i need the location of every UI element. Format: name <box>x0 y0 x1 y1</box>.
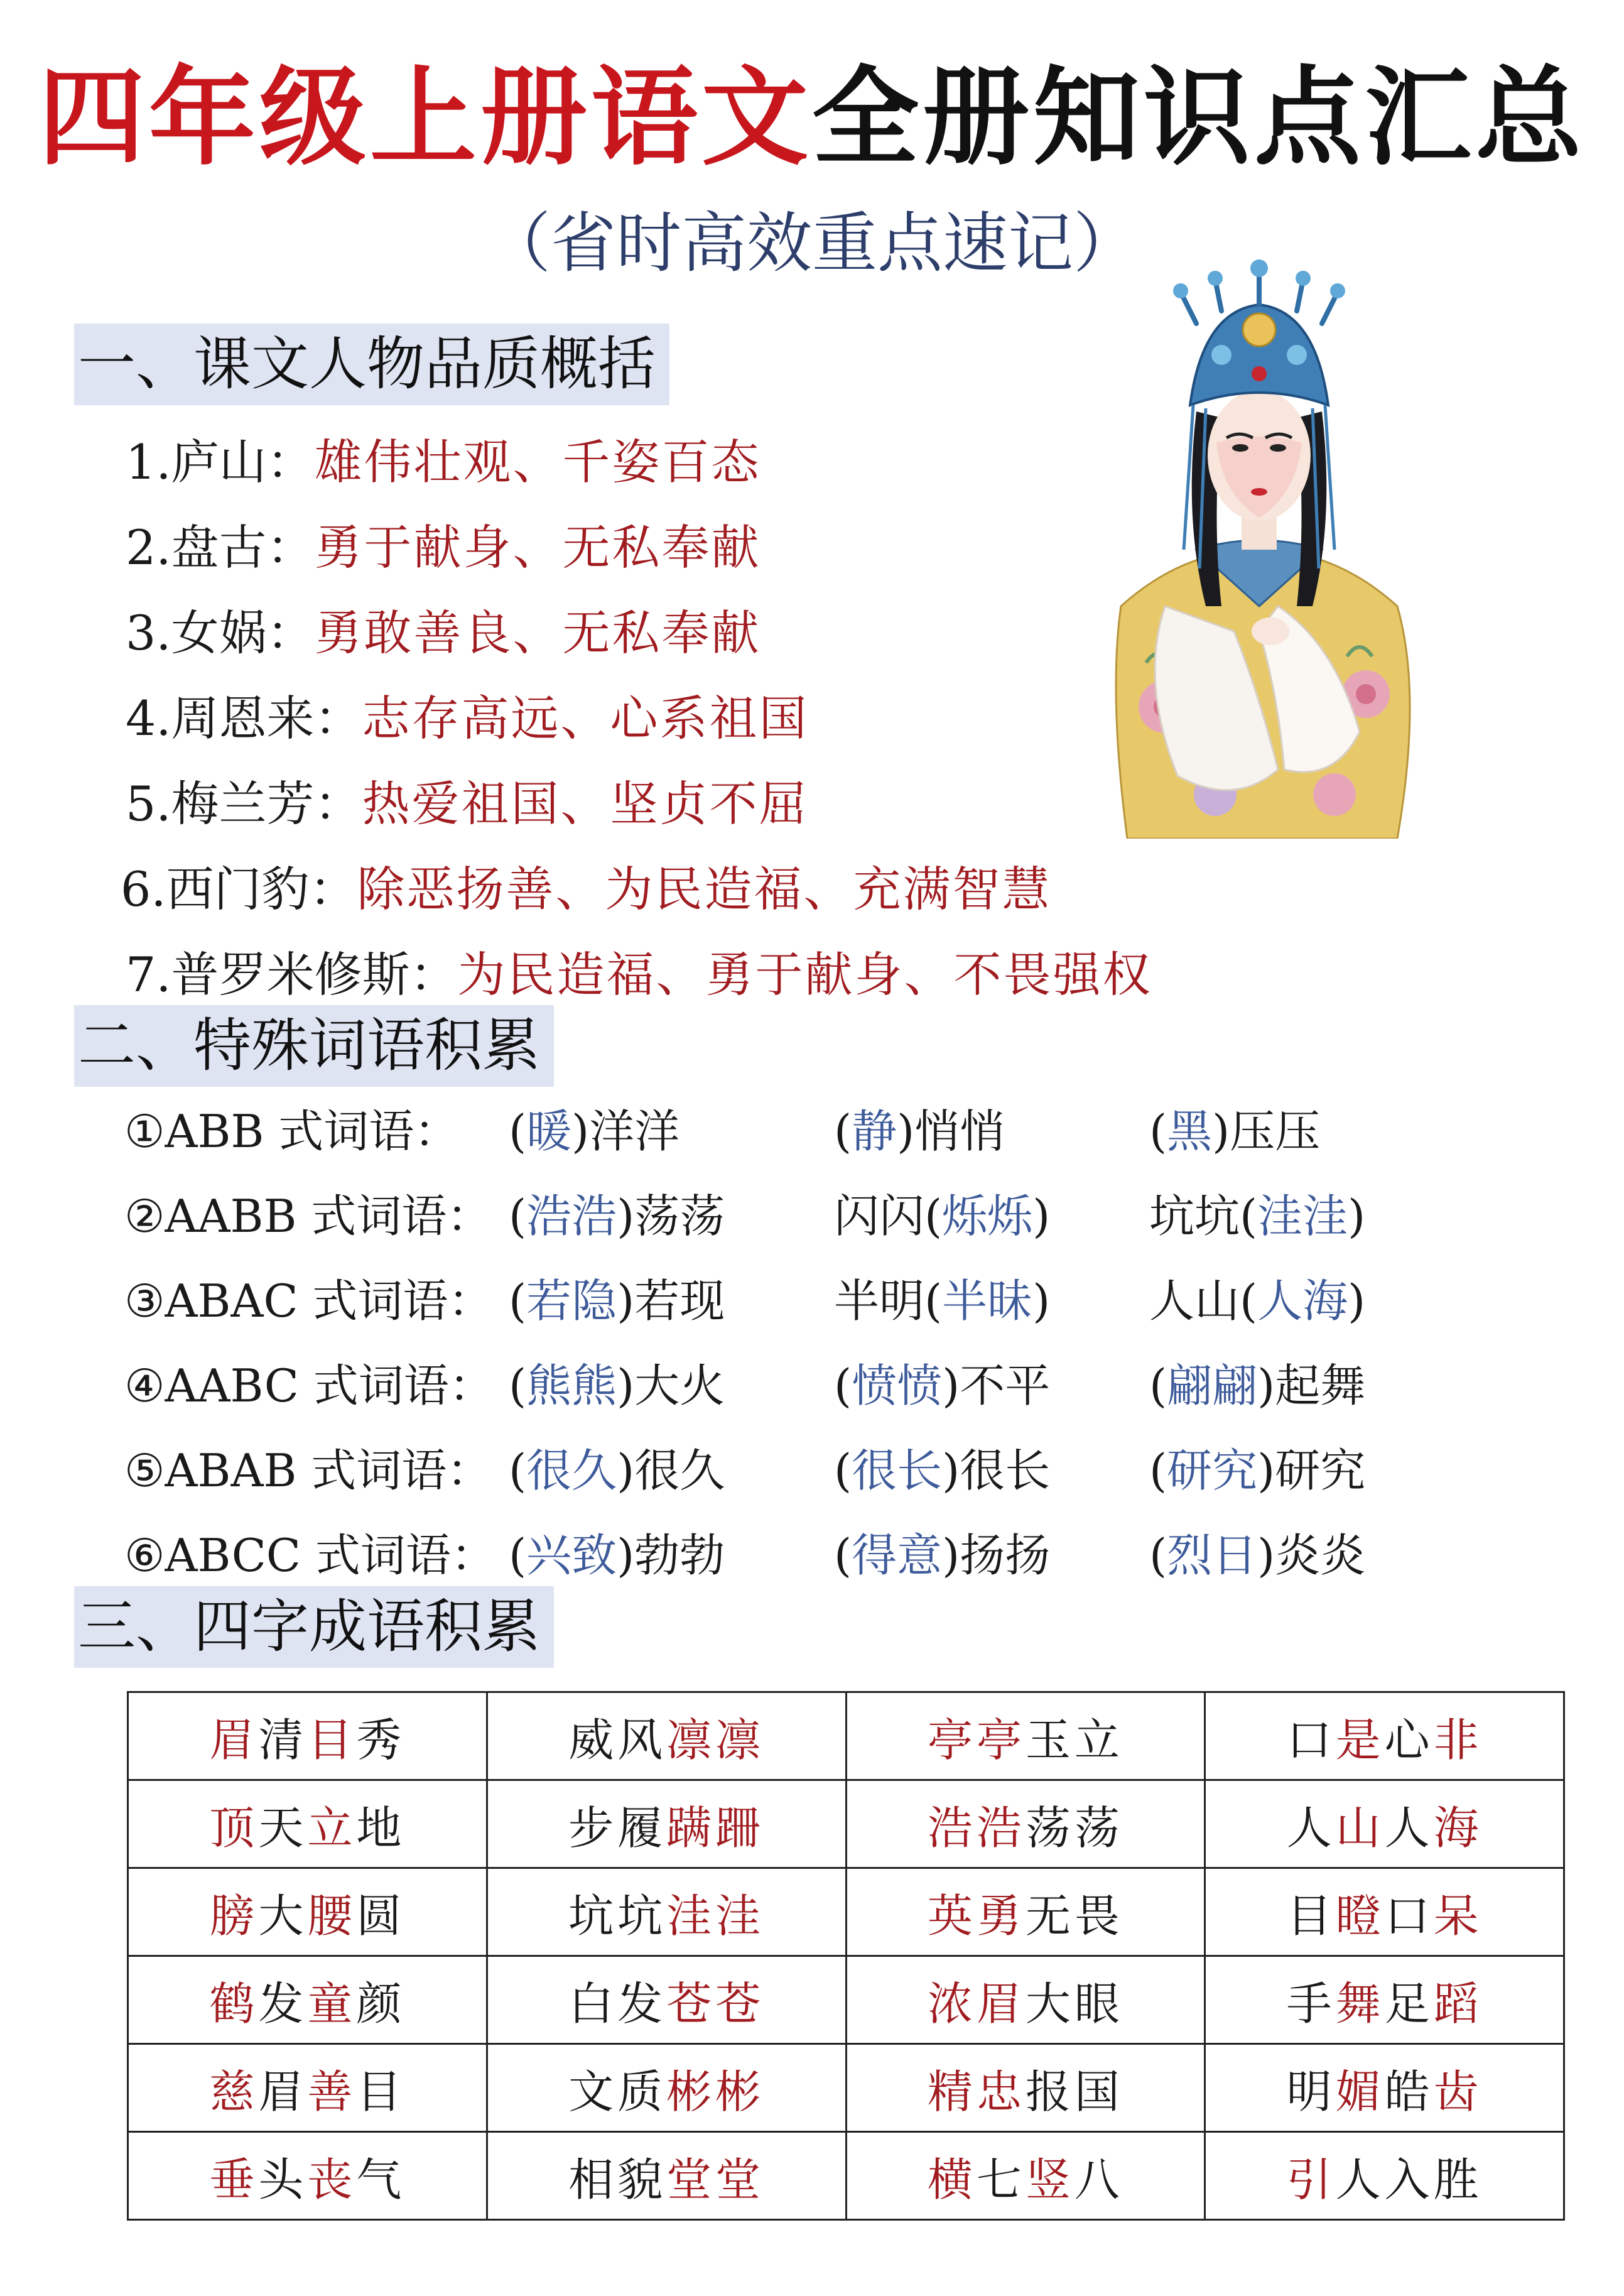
idiom-cell <box>1205 1692 1564 1780</box>
idiom-char: 步 <box>568 1801 618 1854</box>
idiom-char: 荡 <box>1025 1801 1075 1854</box>
word-pattern-label: ③ABAC 式词语： <box>124 1275 494 1327</box>
idiom-table-row <box>128 1780 1564 1868</box>
idiom-char: 膀 <box>209 1889 259 1942</box>
title-red-part: 四年级上册语文 <box>38 56 812 180</box>
word-pattern-label: ⑥ABCC 式词语： <box>124 1529 496 1582</box>
idiom-char: 眉 <box>258 2065 308 2118</box>
quality-item-name: 5.梅兰芳： <box>126 776 362 832</box>
idiom-char: 是 <box>1335 1713 1385 1766</box>
idiom-char: 清 <box>258 1713 308 1766</box>
idiom-char: 天 <box>258 1801 308 1854</box>
idiom-cell <box>1205 1780 1564 1868</box>
idiom-cell <box>1205 1956 1564 2044</box>
idiom-char: 浓 <box>927 1977 977 2030</box>
idiom-char: 苍 <box>666 1977 716 2030</box>
idiom-char: 国 <box>1074 2065 1123 2118</box>
section-heading-special-words: 二、特殊词语积累 <box>74 1005 554 1087</box>
idiom-char: 眼 <box>1074 1977 1123 2030</box>
quality-item <box>126 605 761 661</box>
idiom-char: 瞪 <box>1335 1889 1385 1942</box>
idiom-cell <box>1205 1868 1564 1956</box>
word-item: (很久)很久 <box>509 1444 725 1497</box>
idiom-char: 堂 <box>666 2153 716 2206</box>
idiom-char: 地 <box>356 1801 406 1854</box>
idiom-char: 凛 <box>715 1713 765 1766</box>
idiom-char: 非 <box>1433 1713 1483 1766</box>
idiom-char: 浩 <box>976 1801 1026 1854</box>
idiom-char: 腰 <box>307 1889 357 1942</box>
idiom-char: 目 <box>356 2065 406 2118</box>
idiom-char: 垂 <box>209 2153 259 2206</box>
idiom-char: 鹤 <box>209 1977 259 2030</box>
idiom-char: 立 <box>307 1801 357 1854</box>
idiom-char: 洼 <box>666 1889 716 1942</box>
idiom-char: 心 <box>1384 1713 1434 1766</box>
idiom-char: 口 <box>1384 1889 1434 1942</box>
idiom-char: 眉 <box>976 1977 1026 2030</box>
idiom-char: 足 <box>1384 1977 1434 2030</box>
idiom-char: 皓 <box>1384 2065 1434 2118</box>
idiom-char: 发 <box>258 1977 308 2030</box>
idiom-char: 坑 <box>617 1889 667 1942</box>
idiom-char: 文 <box>568 2065 618 2118</box>
idiom-cell <box>487 2132 846 2220</box>
idiom-char: 丧 <box>307 2153 357 2206</box>
idiom-cell <box>1205 2132 1564 2220</box>
idiom-char: 山 <box>1335 1801 1385 1854</box>
idiom-char: 勇 <box>976 1889 1026 1942</box>
quality-item-name: 6.西门豹： <box>121 861 357 917</box>
idiom-char: 大 <box>258 1889 308 1942</box>
idiom-char: 慈 <box>209 2065 259 2118</box>
idiom-char: 浩 <box>927 1801 977 1854</box>
idiom-cell <box>846 1692 1205 1780</box>
idiom-table-row <box>128 1868 1564 1956</box>
idiom-cell <box>487 1780 846 1868</box>
idiom-char: 英 <box>927 1889 977 1942</box>
idiom-char: 入 <box>1384 2153 1434 2206</box>
idiom-char: 秀 <box>356 1713 406 1766</box>
word-item: (翩翩)起舞 <box>1149 1359 1366 1412</box>
idiom-char: 媚 <box>1335 2065 1385 2118</box>
page-title <box>0 56 1624 180</box>
idiom-char: 无 <box>1025 1889 1075 1942</box>
idiom-char: 相 <box>568 2153 618 2206</box>
idiom-cell <box>128 1692 487 1780</box>
idiom-char: 履 <box>617 1801 667 1854</box>
page-subtitle: （省时高效重点速记） <box>485 205 1139 281</box>
idiom-char: 人 <box>1286 1801 1336 1854</box>
idiom-char: 目 <box>1286 1889 1336 1942</box>
idiom-char: 竖 <box>1025 2153 1075 2206</box>
word-item: (烈日)炎炎 <box>1149 1529 1366 1582</box>
idiom-char: 舞 <box>1335 1977 1385 2030</box>
quality-item-name: 1.庐山： <box>126 434 315 490</box>
quality-item <box>121 861 1052 917</box>
idiom-char: 胜 <box>1433 2153 1483 2206</box>
idiom-char: 坑 <box>568 1889 618 1942</box>
idiom-cell <box>128 1780 487 1868</box>
idiom-cell <box>128 2044 487 2132</box>
idiom-cell <box>846 1780 1205 1868</box>
quality-item-quality: 雄伟壮观、千姿百态 <box>314 434 761 490</box>
idiom-char: 精 <box>927 2065 977 2118</box>
idiom-char: 堂 <box>715 2153 765 2206</box>
quality-item <box>126 434 761 490</box>
quality-item-quality: 勇敢善良、无私奉献 <box>314 605 761 661</box>
idiom-char: 手 <box>1286 1977 1336 2030</box>
idiom-char: 顶 <box>209 1801 259 1854</box>
idiom-char: 彬 <box>715 2065 765 2118</box>
idiom-char: 呆 <box>1433 1889 1483 1942</box>
idiom-char: 横 <box>927 2153 977 2206</box>
quality-item-quality: 热爱祖国、坚贞不屈 <box>362 776 809 832</box>
word-item: 半明(半昧) <box>834 1275 1051 1327</box>
idiom-cell <box>846 1868 1205 1956</box>
word-item: (得意)扬扬 <box>834 1529 1051 1582</box>
idiom-table-row <box>128 2044 1564 2132</box>
idiom-table-row <box>128 2132 1564 2220</box>
idiom-char: 人 <box>1384 1801 1434 1854</box>
idiom-cell <box>1205 2044 1564 2132</box>
idiom-char: 彬 <box>666 2065 716 2118</box>
word-item: (若隐)若现 <box>509 1275 725 1327</box>
idiom-cell <box>487 1956 846 2044</box>
idiom-cell <box>846 2132 1205 2220</box>
word-item: (静)悄悄 <box>834 1105 1005 1158</box>
section-heading-character-qualities: 一、课文人物品质概括 <box>74 324 669 405</box>
idiom-table-row <box>128 1956 1564 2044</box>
idiom-char: 海 <box>1433 1801 1483 1854</box>
idiom-char: 立 <box>1074 1713 1123 1766</box>
idiom-char: 畏 <box>1074 1889 1123 1942</box>
peking-opera-figure-illustration <box>1071 254 1441 839</box>
idiom-char: 白 <box>568 1977 618 2030</box>
quality-item <box>126 690 809 746</box>
word-item: (浩浩)荡荡 <box>509 1190 725 1243</box>
idiom-char: 八 <box>1074 2153 1123 2206</box>
word-item: (愤愤)不平 <box>834 1359 1051 1412</box>
quality-item-quality: 勇于献身、无私奉献 <box>314 520 761 575</box>
idiom-char: 人 <box>1335 2153 1385 2206</box>
idiom-char: 明 <box>1286 2065 1336 2118</box>
idiom-char: 玉 <box>1025 1713 1075 1766</box>
idiom-cell <box>487 2044 846 2132</box>
idiom-cell <box>128 1868 487 1956</box>
idiom-table <box>127 1691 1565 2221</box>
word-pattern-label: ④AABC 式词语： <box>124 1359 494 1412</box>
quality-item-quality: 为民造福、勇于献身、不畏强权 <box>457 947 1152 1003</box>
idiom-char: 威 <box>568 1713 618 1766</box>
idiom-char: 貌 <box>617 2153 667 2206</box>
quality-item-name: 2.盘古： <box>126 520 315 575</box>
idiom-cell <box>846 2044 1205 2132</box>
idiom-cell <box>128 1956 487 2044</box>
idiom-char: 目 <box>307 1713 357 1766</box>
idiom-char: 报 <box>1025 2065 1075 2118</box>
quality-item-name: 4.周恩来： <box>126 690 362 746</box>
idiom-char: 善 <box>307 2065 357 2118</box>
title-black-part: 全册知识点汇总 <box>812 56 1586 180</box>
idiom-char: 气 <box>356 2153 406 2206</box>
word-item: 人山(人海) <box>1149 1275 1366 1327</box>
idiom-char: 发 <box>617 1977 667 2030</box>
idiom-char: 眉 <box>209 1713 259 1766</box>
idiom-char: 跚 <box>715 1801 765 1854</box>
word-item: (熊熊)大火 <box>509 1359 725 1412</box>
word-item: 坑坑(洼洼) <box>1149 1190 1366 1243</box>
idiom-cell <box>846 1956 1205 2044</box>
idiom-char: 七 <box>976 2153 1026 2206</box>
quality-item <box>126 947 1152 1003</box>
section-heading-idioms: 三、四字成语积累 <box>74 1586 554 1668</box>
quality-item-name: 3.女娲： <box>126 605 315 661</box>
idiom-char: 齿 <box>1433 2065 1483 2118</box>
idiom-char: 颜 <box>356 1977 406 2030</box>
word-item: (很长)很长 <box>834 1444 1051 1497</box>
word-pattern-label: ①ABB 式词语： <box>124 1105 460 1158</box>
idiom-char: 引 <box>1286 2153 1336 2206</box>
quality-item-quality: 志存高远、心系祖国 <box>362 690 809 746</box>
idiom-char: 亭 <box>976 1713 1026 1766</box>
idiom-cell <box>487 1692 846 1780</box>
idiom-cell <box>487 1868 846 1956</box>
quality-item <box>126 520 761 575</box>
idiom-char: 圆 <box>356 1889 406 1942</box>
quality-item-quality: 除恶扬善、为民造福、充满智慧 <box>357 861 1052 917</box>
idiom-char: 亭 <box>927 1713 977 1766</box>
word-item: 闪闪(烁烁) <box>834 1190 1051 1243</box>
idiom-char: 大 <box>1025 1977 1075 2030</box>
idiom-char: 凛 <box>666 1713 716 1766</box>
word-pattern-label: ⑤ABAB 式词语： <box>124 1444 492 1497</box>
idiom-cell <box>128 2132 487 2220</box>
idiom-char: 苍 <box>715 1977 765 2030</box>
idiom-char: 洼 <box>715 1889 765 1942</box>
idiom-char: 童 <box>307 1977 357 2030</box>
idiom-char: 头 <box>258 2153 308 2206</box>
word-item: (暖)洋洋 <box>509 1105 680 1158</box>
word-item: (兴致)勃勃 <box>509 1529 725 1582</box>
idiom-char: 蹈 <box>1433 1977 1483 2030</box>
word-item: (研究)研究 <box>1149 1444 1366 1497</box>
idiom-char: 风 <box>617 1713 667 1766</box>
word-item: (黑)压压 <box>1149 1105 1321 1158</box>
quality-item-name: 7.普罗米修斯： <box>126 947 458 1003</box>
idiom-char: 荡 <box>1074 1801 1123 1854</box>
word-pattern-label: ②AABB 式词语： <box>124 1190 492 1243</box>
idiom-char: 口 <box>1286 1713 1336 1766</box>
idiom-char: 忠 <box>976 2065 1026 2118</box>
quality-item <box>126 776 809 832</box>
idiom-char: 蹒 <box>666 1801 716 1854</box>
idiom-table-row <box>128 1692 1564 1780</box>
idiom-char: 质 <box>617 2065 667 2118</box>
